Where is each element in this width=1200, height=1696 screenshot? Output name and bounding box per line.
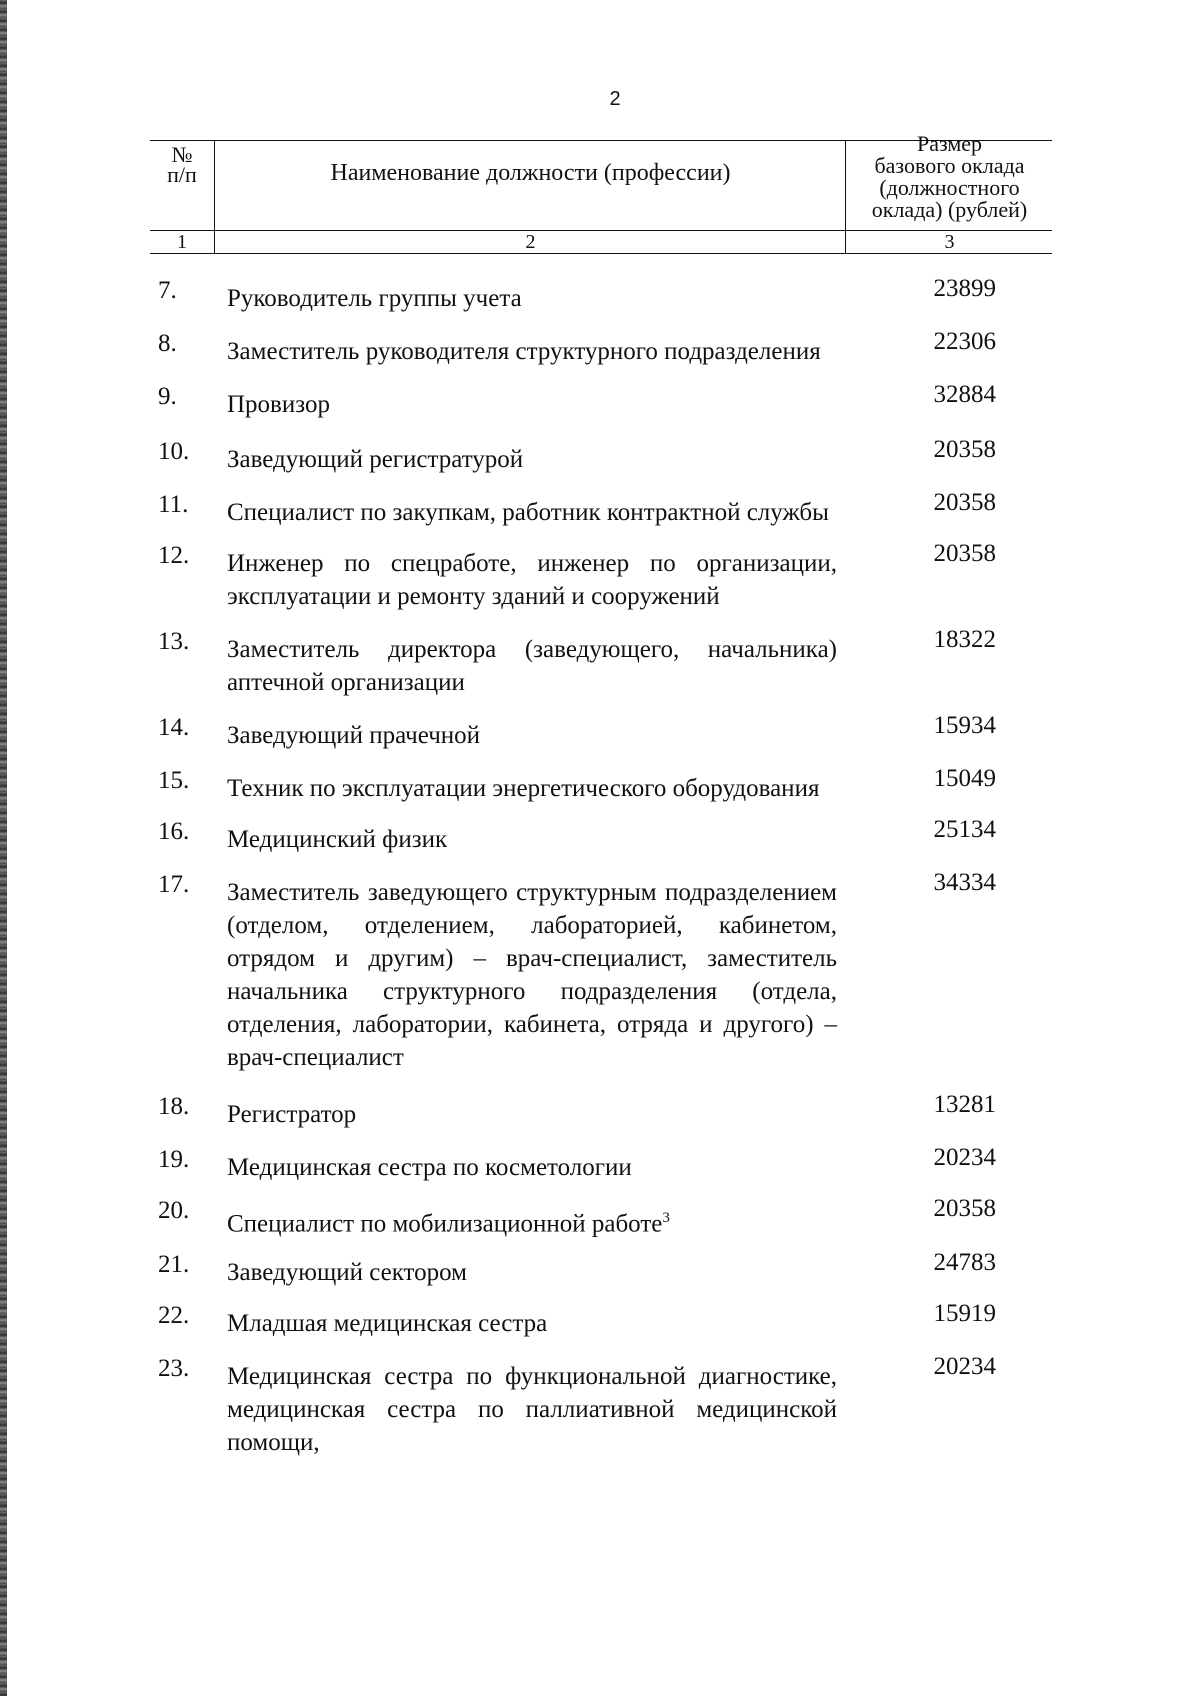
row-number: 10. — [158, 438, 190, 465]
header-divider — [845, 141, 846, 253]
header-salary-line: оклада) (рублей) — [871, 197, 1028, 222]
table-row — [150, 1300, 1052, 1340]
base-salary-value: 20358 — [933, 540, 996, 567]
position-name — [227, 496, 837, 529]
base-salary-value: 25134 — [933, 816, 996, 843]
header-divider — [214, 141, 215, 253]
positions-table — [150, 262, 1052, 1459]
position-name-text: Заместитель заведующего структурным подразделением (отделом, отделением, лабораторией, кабинетом, отрядом и другим) – врач-специалист, заместитель начальника структурного подразделения (отдела, отделения, лаборатории, кабинета, отряда и другого) – врач-специалист — [227, 879, 837, 1071]
position-name-text: Заместитель директора (заведующего, начальника) аптечной организации — [227, 636, 837, 696]
position-name-text: Медицинская сестра по косметологии — [227, 1154, 632, 1181]
position-name — [227, 547, 837, 613]
row-number: 17. — [158, 871, 190, 898]
base-salary-value: 20358 — [933, 1195, 996, 1222]
base-salary-value: 24783 — [933, 1249, 996, 1277]
position-name-text: Провизор — [227, 391, 330, 418]
position-name — [227, 1360, 837, 1459]
base-salary-value: 15919 — [933, 1300, 996, 1328]
position-name-text: Техник по эксплуатации энергетического оборудования — [227, 775, 820, 802]
position-name — [227, 443, 837, 476]
position-name — [227, 823, 837, 856]
row-number: 8. — [158, 330, 177, 357]
header-number-symbol: № — [171, 142, 193, 167]
table-header — [150, 131, 1052, 254]
row-number: 16. — [158, 818, 190, 845]
position-name — [227, 335, 837, 368]
row-number: 23. — [158, 1355, 190, 1383]
row-number: 20. — [158, 1197, 190, 1224]
position-name — [227, 876, 837, 1074]
header-column-number: 1 — [177, 231, 187, 253]
row-number: 14. — [158, 714, 190, 741]
base-salary-value: 23899 — [933, 275, 996, 302]
scan-edge — [0, 0, 7, 1696]
position-name — [227, 772, 837, 805]
table-row — [150, 1353, 1052, 1459]
position-name-text: Заведующий регистратурой — [227, 446, 524, 473]
table-row — [150, 712, 1052, 752]
position-name-text: Медицинская сестра по функциональной диагностике, медицинская сестра по паллиативной медицинской помощи, — [227, 1363, 837, 1457]
header-column-number: 2 — [525, 231, 536, 253]
position-name-text: Заместитель руководителя структурного подразделения — [227, 338, 821, 365]
base-salary-value: 15934 — [933, 712, 996, 739]
header-salary-line: (должностного — [879, 175, 1020, 200]
table-row — [150, 1091, 1052, 1131]
position-name-text: Руководитель группы учета — [227, 285, 522, 312]
table-row — [150, 1144, 1052, 1184]
position-name-text: Младшая медицинская сестра — [227, 1310, 548, 1338]
base-salary-value: 20358 — [933, 436, 996, 463]
table-row — [150, 816, 1052, 856]
position-name-text: Инженер по спецработе, инженер по организации, эксплуатации и ремонту зданий и сооружений — [227, 550, 837, 610]
footnote-marker: 3 — [662, 1210, 670, 1226]
row-number: 22. — [158, 1302, 190, 1330]
row-number: 13. — [158, 628, 190, 655]
row-number: 12. — [158, 542, 190, 569]
header-number-label — [150, 142, 214, 187]
table-row — [150, 765, 1052, 805]
header-name-label: Наименование должности (профессии) — [330, 160, 731, 186]
table-row — [150, 1195, 1052, 1240]
position-name — [227, 1307, 837, 1340]
table-row — [150, 1249, 1052, 1289]
header-salary-line: базового оклада — [874, 153, 1025, 178]
position-name — [227, 633, 837, 699]
base-salary-value: 13281 — [933, 1091, 996, 1118]
base-salary-value: 20234 — [933, 1353, 996, 1381]
base-salary-value: 32884 — [933, 381, 996, 408]
header-column-number: 3 — [944, 231, 955, 253]
row-number: 18. — [158, 1093, 190, 1120]
header-salary-label — [847, 133, 1052, 221]
base-salary-value: 22306 — [933, 328, 996, 355]
position-name — [227, 719, 837, 752]
row-number: 15. — [158, 767, 190, 794]
base-salary-value: 20358 — [933, 489, 996, 516]
position-name-text: Специалист по мобилизационной работе — [227, 1210, 663, 1238]
base-salary-value: 20234 — [933, 1144, 996, 1171]
position-name-text: Заведующий сектором — [227, 1259, 467, 1287]
base-salary-value: 15049 — [933, 765, 996, 792]
position-name — [227, 1202, 837, 1240]
header-salary-line: Размер — [916, 131, 983, 156]
position-name — [227, 1098, 837, 1131]
row-number: 9. — [158, 383, 177, 410]
table-row — [150, 489, 1052, 529]
row-number: 19. — [158, 1146, 190, 1173]
position-name-text: Регистратор — [227, 1101, 357, 1128]
header-number-abbr: п/п — [167, 162, 197, 187]
position-name — [227, 388, 837, 421]
table-row — [150, 626, 1052, 699]
page-number: 2 — [609, 88, 621, 110]
row-number: 11. — [158, 491, 189, 518]
base-salary-value: 34334 — [933, 869, 996, 896]
table-row — [150, 275, 1052, 315]
position-name — [227, 282, 837, 315]
table-row — [150, 869, 1052, 1074]
table-row — [150, 436, 1052, 476]
row-number: 7. — [158, 277, 177, 304]
position-name-text: Заведующий прачечной — [227, 722, 481, 749]
header-divider — [150, 230, 1052, 231]
table-row — [150, 381, 1052, 421]
table-row — [150, 540, 1052, 613]
position-name — [227, 1151, 837, 1184]
row-number: 21. — [158, 1251, 190, 1279]
table-row — [150, 328, 1052, 368]
base-salary-value: 18322 — [933, 626, 996, 653]
position-name — [227, 1256, 837, 1289]
position-name-text: Медицинский физик — [227, 826, 448, 853]
position-name-text: Специалист по закупкам, работник контрактной службы — [227, 499, 829, 526]
